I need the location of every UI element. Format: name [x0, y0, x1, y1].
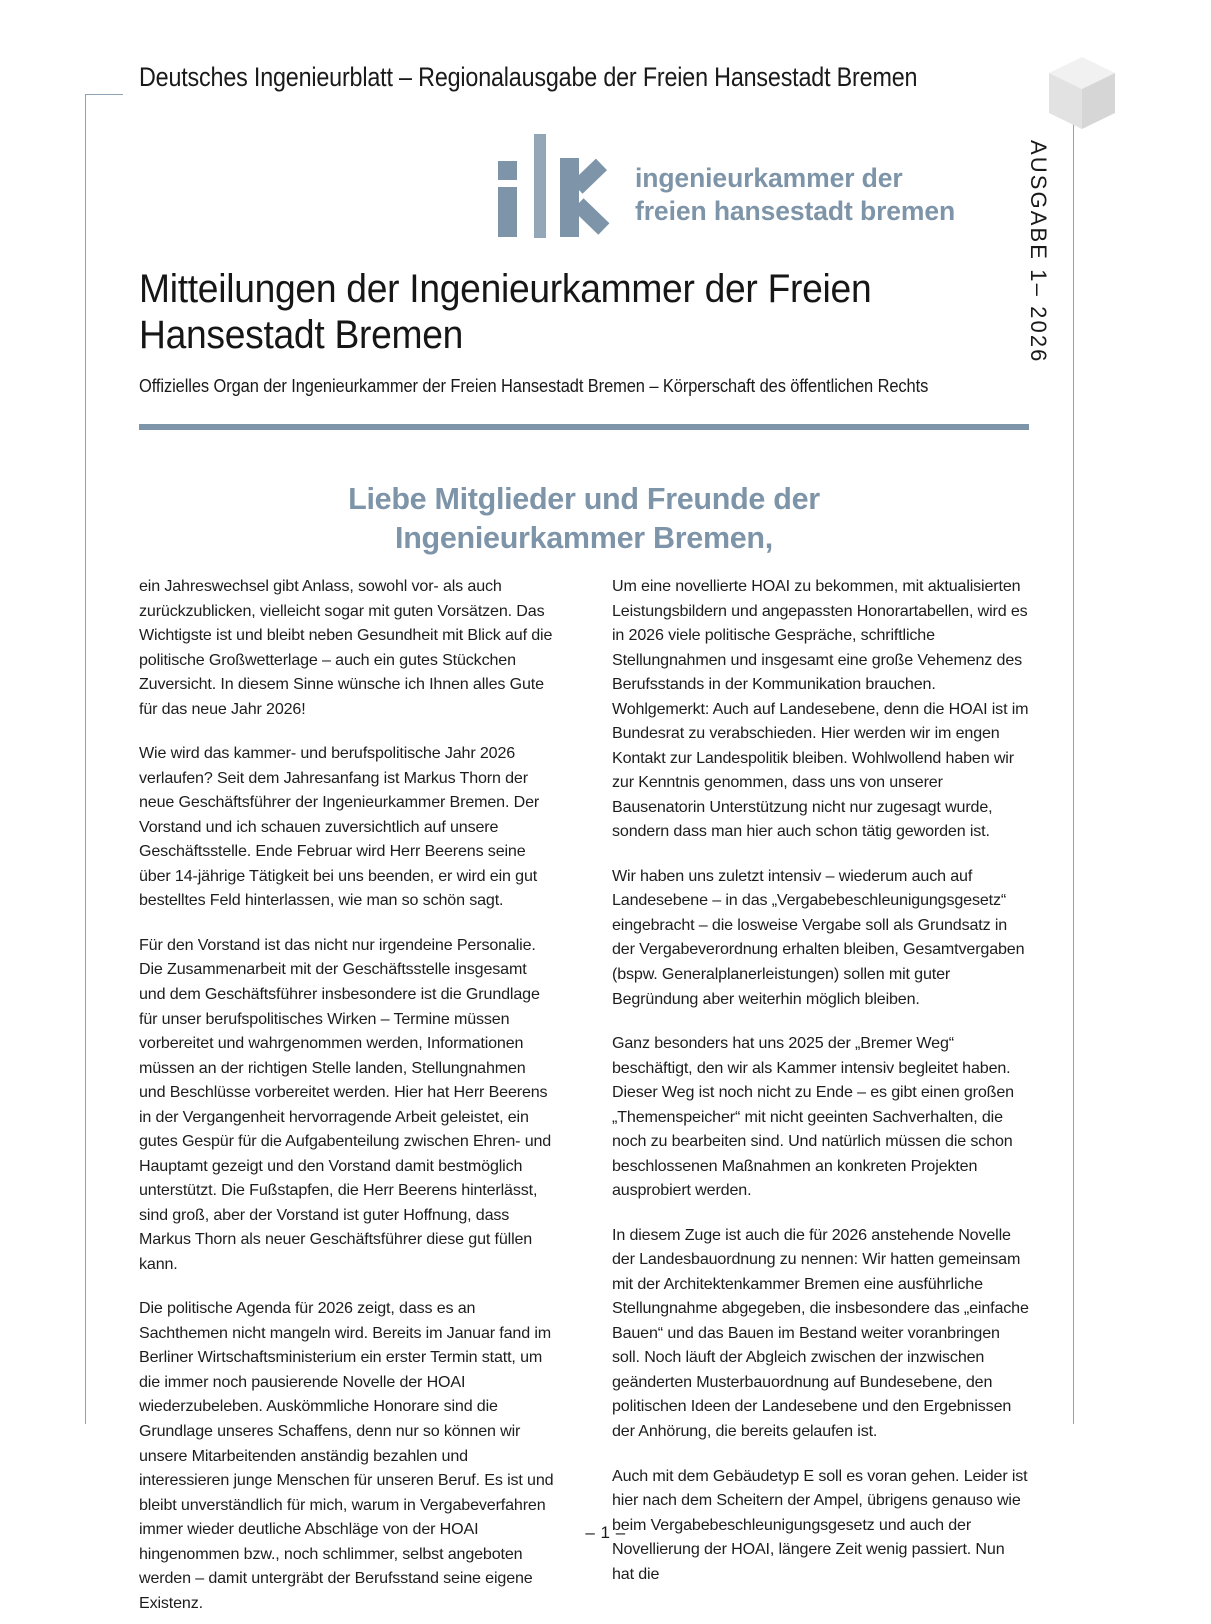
- article-paragraph: Für den Vorstand ist das nicht nur irgendeine Personalie. Die Zusammenarbeit mit der Geschäftsstelle insgesamt und dem Geschäftsführer insbesondere ist die Grundlage für unser berufspolitisches Wirken – Termine müssen vorbereitet und wahrgenommen werden, Informationen müssen an der richtigen Stelle landen, Stellungnahmen und Beschlüsse vorbereitet werden. Hier hat Herr Beerens in der Vergangenheit hervorragende Arbeit geleistet, ein gutes Gespür für die Aufgabenteilung zwischen Ehren- und Hauptamt gezeigt und den Vorstand damit bestmöglich unterstützt. Die Fußstapfen, die Herr Beerens hinterlässt, sind groß, aber der Vorstand ist guter Hoffnung, dass Markus Thorn als neuer Geschäftsführer diese gut füllen kann.: [139, 935, 552, 1273]
- page-number: – 1 –: [585, 1523, 626, 1542]
- right-vertical-rule: [1073, 94, 1074, 1424]
- cube-icon: [1049, 57, 1115, 129]
- header-divider: [139, 424, 1029, 430]
- article-paragraph: In diesem Zuge ist auch die für 2026 anstehende Novelle der Landesbauordnung zu nennen: Wir hatten gemeinsam mit der Architektenkammer Bremen eine ausführliche Stellungnahme abgegeben, die insbesondere das „einfache Bauen“ und das Bauen im Bestand weiter voranbringen soll. Noch läuft der Abgleich zwischen der inzwischen geänderten Musterbauordnung auf Bundesebene, den politischen Ideen der Landesebene und den Ergebnissen der Anhörung, die bereits gelaufen ist.: [612, 1225, 1029, 1440]
- masthead-text: Deutsches Ingenieurblatt – Regionalausgabe der Freien Hansestadt Bremen: [139, 62, 918, 92]
- issue-label: AUSGABE 1– 2026: [1026, 140, 1051, 364]
- article-paragraph: Ganz besonders hat uns 2025 der „Bremer Weg“ beschäftigt, den wir als Kammer intensiv begleitet haben. Dieser Weg ist noch nicht zu Ende – es gibt einen großen „Themenspeicher“ mit nicht geeinten Sachverhalten, die noch zu bearbeiten sind. Und natürlich müssen die schon beschlossenen Maßnahmen an konkreten Projekten ausprobiert werden.: [612, 1034, 1014, 1200]
- article-headline-line-2: Ingenieurkammer Bremen,: [395, 520, 773, 555]
- article-paragraph: Um eine novellierte HOAI zu bekommen, mit aktualisierten Leistungsbildern und angepassten Honorartabellen, wird es in 2026 viele politische Gespräche, schriftliche Stellungnahmen und insgesamt eine große Vehemenz des Berufsstands in der Kommunikation brauchen. Wohlgemerkt: Auch auf Landesebene, denn die HOAI ist im Bundesrat zu verabschieden. Hier werden wir im engen Kontakt zur Landespolitik bleiben. Wohlwollend haben wir zur Kenntnis genommen, dass uns von unserer Bausenatorin Unterstützung nicht nur zugesagt wurde, sondern dass man hier auch schon tätig geworden ist.: [612, 577, 1029, 841]
- ik-logo-line-2: freien hansestadt bremen: [635, 196, 956, 227]
- article-paragraph: Auch mit dem Gebäudetyp E soll es voran gehen. Leider ist hier nach dem Scheitern der Ampel, übrigens genauso wie beim Vergabebeschleunigungsgesetz und auch der Novellierung der HOAI, längere Zeit wenig passiert. Nun hat die: [612, 1466, 1028, 1583]
- article-paragraph: Wie wird das kammer- und berufspolitische Jahr 2026 verlaufen? Seit dem Jahresanfang ist Markus Thorn der neue Geschäftsführer der Ingenieurkammer Bremen. Der Vorstand und ich schauen zuversichtlich auf unsere Geschäftsstelle. Ende Februar wird Herr Beerens seine über 14-jährige Tätigkeit bei uns beenden, er wird ein gut bestelltes Feld hinterlassen, wie man so schön sagt.: [139, 744, 540, 910]
- article-paragraph: ein Jahreswechsel gibt Anlass, sowohl vor- als auch zurückzublicken, vielleicht sogar mit guten Vorsätzen. Das Wichtigste ist und bleibt neben Gesundheit mit Blick auf die politische Großwetterlage – auch ein gutes Stückchen Zuversicht. In diesem Sinne wünsche ich Ihnen alles Gute für das neue Jahr 2026!: [139, 577, 553, 718]
- masthead: [139, 62, 1029, 93]
- left-vertical-rule: [85, 94, 86, 1424]
- ik-logo-mark-icon: [493, 134, 611, 238]
- ik-logo: [493, 134, 955, 238]
- article-headline: [139, 480, 1029, 557]
- ik-logo-line-1: ingenieurkammer der: [635, 163, 903, 193]
- article-body: [139, 574, 1029, 1612]
- left-rule-tick: [85, 94, 123, 95]
- page-subtitle: Offizielles Organ der Ingenieurkammer der Freien Hansestadt Bremen – Körperschaft des öffentlichen Rechts: [139, 375, 929, 396]
- article-column-right: [612, 574, 1029, 1583]
- article-headline-line-1: Liebe Mitglieder und Freunde der: [348, 482, 820, 516]
- article-paragraph: Die politische Agenda für 2026 zeigt, dass es an Sachthemen nicht mangeln wird. Bereits im Januar fand im Berliner Wirtschaftsministerium ein erster Termin statt, um die immer noch pausierende Novelle der HOAI wiederzubeleben. Auskömmliche Honorare sind die Grundlage unseres Schaffens, denn nur so können wir unsere Mitarbeitenden anständig bezahlen und interessieren junge Menschen für unseren Beruf. Es ist und bleibt unverständlich für mich, warum in Vergabeverfahren immer wieder deutliche Abschläge von der HOAI hingenommen bzw., noch schlimmer, selbst angeboten werden – damit untergräbt der Berufsstand seine eigene Existenz.: [139, 1299, 554, 1612]
- article-column-left: [139, 574, 556, 1612]
- page-title: Mitteilungen der Ingenieurkammer der Freien Hansestadt Bremen: [139, 267, 872, 358]
- ik-logo-wordmark: [635, 134, 955, 229]
- article-paragraph: Wir haben uns zuletzt intensiv – wiederum auch auf Landesebene – in das „Vergabebeschleunigungsgesetz“ eingebracht – die losweise Vergabe soll als Grundsatz in der Vergabeverordnung erhalten bleiben, Gesamtvergaben (bspw. Generalplanerleistungen) sollen mit guter Begründung aber weiterhin möglich bleiben.: [612, 866, 1025, 1008]
